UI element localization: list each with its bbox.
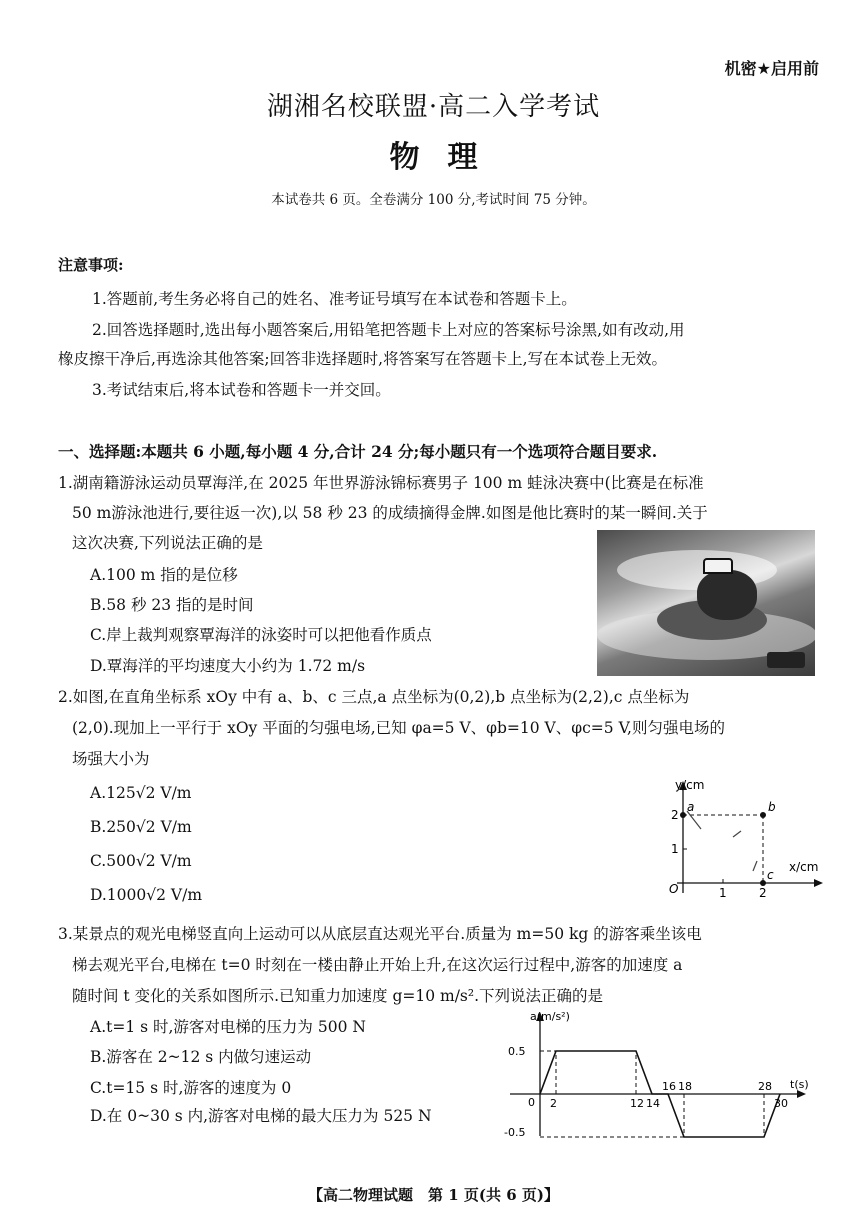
y-axis-label: y/cm xyxy=(675,778,705,792)
notice-line: 橡皮擦干净后,再选涂其他答案;回答非选择题时,将答案写在答题卡上,写在本试卷上无效。 xyxy=(58,350,668,368)
subject-title: 物理 xyxy=(389,140,506,175)
x-axis-label: x/cm xyxy=(789,860,819,874)
page-footer: 【高二物理试题 第 1 页(共 6 页)】 xyxy=(308,1186,559,1204)
x-tick-label: 14 xyxy=(646,1097,660,1110)
point-a-label: a xyxy=(687,800,695,814)
q2-option-c: C.500√2 V/m xyxy=(90,852,192,870)
q3-option-b: B.游客在 2~12 s 内做匀速运动 xyxy=(90,1048,312,1066)
q3-stem-line: 随时间 t 变化的关系如图所示.已知重力加速度 g=10 m/s².下列说法正确的是 xyxy=(72,987,604,1005)
point-c-label: c xyxy=(767,868,774,882)
origin-label: 0 xyxy=(528,1096,535,1109)
x-tick-label: 30 xyxy=(774,1097,788,1110)
x-tick-label: 18 xyxy=(678,1080,692,1093)
x-tick-label: 2 xyxy=(550,1097,557,1110)
x-tick-label: 1 xyxy=(719,886,727,900)
q2-option-d: D.1000√2 V/m xyxy=(90,886,203,904)
notice-line: 1.答题前,考生务必将自己的姓名、准考证号填写在本试卷和答题卡上。 xyxy=(92,290,577,308)
q1-stem-line: 1.湖南籍游泳运动员覃海洋,在 2025 年世界游泳锦标赛男子 100 m 蛙泳决赛中(比赛是在标准 xyxy=(58,474,704,492)
y-axis-label: a(m/s²) xyxy=(530,1010,570,1023)
q2-stem-line: 2.如图,在直角坐标系 xOy 中有 a、b、c 三点,a 点坐标为(0,2),b 点坐标为(2,2),c 点坐标为 xyxy=(58,688,690,706)
y-tick-label: 2 xyxy=(671,808,679,822)
q3-option-c: C.t=15 s 时,游客的速度为 0 xyxy=(90,1079,292,1097)
swimmer-photo xyxy=(597,530,815,676)
q1-option-c: C.岸上裁判观察覃海洋的泳姿时可以把他看作质点 xyxy=(90,626,432,644)
notice-line: 3.考试结束后,将本试卷和答题卡一并交回。 xyxy=(92,381,391,399)
q3-option-a: A.t=1 s 时,游客对电梯的压力为 500 N xyxy=(90,1018,366,1036)
y-tick-label: -0.5 xyxy=(504,1126,526,1139)
q1-option-a: A.100 m 指的是位移 xyxy=(90,566,238,584)
exam-title: 湖湘名校联盟·高二入学考试 xyxy=(266,92,601,122)
confidential-mark: 机密★启用前 xyxy=(724,59,819,78)
q2-option-b: B.250√2 V/m xyxy=(90,818,192,836)
q1-stem-line: 这次决赛,下列说法正确的是 xyxy=(72,534,263,552)
point-b-label: b xyxy=(768,800,776,814)
q2-stem-line: (2,0).现加上一平行于 xOy 平面的匀强电场,已知 φa=5 V、φb=10 V、φc=5 V,则匀强电场的 xyxy=(72,719,725,737)
q1-option-d: D.覃海洋的平均速度大小约为 1.72 m/s xyxy=(90,657,366,675)
x-tick-label: 16 xyxy=(662,1080,676,1093)
q3-stem-line: 3.某景点的观光电梯竖直向上运动可以从底层直达观光平台.质量为 m=50 kg 的游客乘坐该电 xyxy=(58,925,702,943)
y-tick-label: 0.5 xyxy=(508,1045,526,1058)
notice-heading: 注意事项: xyxy=(58,256,124,274)
acceleration-time-graph xyxy=(500,1006,820,1146)
q2-option-a: A.125√2 V/m xyxy=(90,784,192,802)
x-tick-label: 2 xyxy=(759,886,767,900)
watermark-logo xyxy=(767,652,805,668)
q3-stem-line: 梯去观光平台,电梯在 t=0 时刻在一楼由静止开始上升,在这次运行过程中,游客的加速度 a xyxy=(72,956,683,974)
coordinate-figure xyxy=(655,775,825,900)
y-tick-label: 1 xyxy=(671,842,679,856)
notice-line: 2.回答选择题时,选出每小题答案后,用铅笔把答题卡上对应的答案标号涂黑,如有改动,用 xyxy=(92,321,685,339)
q1-stem-line: 50 m游泳池进行,要往返一次),以 58 秒 23 的成绩摘得金牌.如图是他比赛时的某一瞬间.关于 xyxy=(72,504,708,522)
x-tick-label: 28 xyxy=(758,1080,772,1093)
x-axis-label: t(s) xyxy=(790,1078,809,1091)
q1-option-b: B.58 秒 23 指的是时间 xyxy=(90,596,254,614)
q2-stem-line: 场强大小为 xyxy=(72,750,150,768)
q3-option-d: D.在 0~30 s 内,游客对电梯的最大压力为 525 N xyxy=(90,1107,432,1125)
x-tick-label: 12 xyxy=(630,1097,644,1110)
origin-label: O xyxy=(669,882,679,896)
exam-intro: 本试卷共 6 页。全卷满分 100 分,考试时间 75 分钟。 xyxy=(271,192,596,208)
section-heading: 一、选择题:本题共 6 小题,每小题 4 分,合计 24 分;每小题只有一个选项符合题目要求. xyxy=(58,442,658,461)
